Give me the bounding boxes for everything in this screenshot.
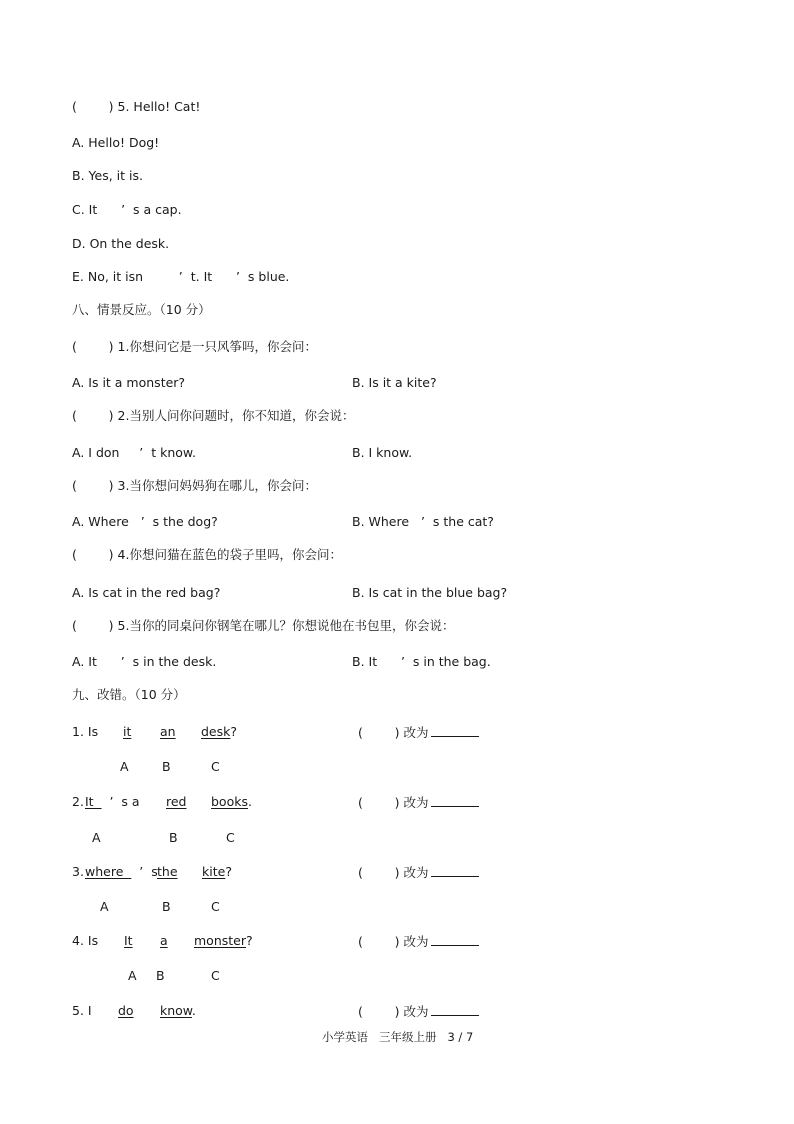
s9-item3-part-b: the bbox=[157, 864, 178, 879]
s9-item5-part-a: do bbox=[118, 1003, 134, 1018]
s9-item4-label-a: A bbox=[128, 968, 137, 983]
s8-q5-option-a: A. It ’ s in the desk. bbox=[72, 654, 217, 669]
s9-item3-part-a: where bbox=[85, 864, 132, 879]
q5-option-c: C. It ’ s a cap. bbox=[72, 202, 182, 217]
s9-item2-first bbox=[85, 794, 140, 810]
s8-q3-option-a: A. Where ’ s the dog? bbox=[72, 514, 218, 529]
footer-grade: 三年级上册 bbox=[378, 1030, 437, 1044]
s8-q3-option-b: B. Where ’ s the cat? bbox=[352, 514, 494, 529]
s8-q4-option-b: B. Is cat in the blue bag? bbox=[352, 585, 508, 600]
s9-item1-part-b: an bbox=[160, 724, 176, 739]
s9-item2-paren: ( ) 改为 bbox=[358, 795, 429, 810]
s9-item3-answer bbox=[358, 864, 479, 881]
s9-item3-part-c: kite bbox=[202, 864, 226, 879]
q5-stem: ( ) 5. Hello! Cat! bbox=[72, 99, 201, 114]
s9-item2-label-a: A bbox=[92, 830, 101, 845]
s9-item4-num: 4. Is bbox=[72, 933, 99, 948]
s9-item5-blank[interactable] bbox=[431, 1003, 479, 1016]
s8-q1-stem: ( ) 1.你想问它是一只风筝吗，你会问： bbox=[72, 339, 317, 354]
s9-item4-label-c: C bbox=[211, 968, 220, 983]
q5-option-e: E. No, it isn ’ t. It ’ s blue. bbox=[72, 269, 290, 284]
section9-heading: 九、改错。（10 分） bbox=[72, 687, 186, 702]
s9-item3-first bbox=[85, 864, 158, 880]
s9-item4-part-b: a bbox=[160, 933, 168, 948]
s9-item2-part-a: It bbox=[85, 794, 102, 809]
s9-item3-num: 3. bbox=[72, 864, 84, 879]
s9-item2-label-c: C bbox=[226, 830, 235, 845]
s9-item3-label-c: C bbox=[211, 899, 220, 914]
section8-heading: 八、情景反应。（10 分） bbox=[72, 302, 211, 317]
s9-item2-blank[interactable] bbox=[431, 794, 479, 807]
s8-q2-option-b: B. I know. bbox=[352, 445, 413, 460]
s9-item5-answer bbox=[358, 1003, 479, 1020]
s9-item2-label-b: B bbox=[169, 830, 178, 845]
s9-item2-answer bbox=[358, 794, 479, 811]
s9-item1-num: 1. Is bbox=[72, 724, 99, 739]
s9-item3-label-a: A bbox=[100, 899, 109, 914]
s9-item4-tail: ? bbox=[246, 933, 253, 948]
s9-item1-part-c: desk bbox=[201, 724, 231, 739]
s9-item4-part-c: monster bbox=[194, 933, 246, 948]
s9-item2-part-b: red bbox=[166, 794, 187, 809]
s8-q1-option-b: B. Is it a kite? bbox=[352, 375, 437, 390]
s9-item3-label-b: B bbox=[162, 899, 171, 914]
s9-item5-part-b: know bbox=[160, 1003, 192, 1018]
q5-option-b: B. Yes, it is. bbox=[72, 168, 143, 183]
q5-option-d: D. On the desk. bbox=[72, 236, 170, 251]
s9-item5-tail-wrap bbox=[160, 1003, 196, 1019]
s9-item4-tail-wrap bbox=[194, 933, 253, 949]
s9-item2-tail: . bbox=[247, 794, 252, 809]
s9-item1-label-a: A bbox=[120, 759, 129, 774]
s9-item5-tail: . bbox=[191, 1003, 196, 1018]
s8-q4-option-a: A. Is cat in the red bag? bbox=[72, 585, 221, 600]
s8-q5-stem: ( ) 5.当你的同桌问你钢笔在哪儿？你想说他在书包里，你会说： bbox=[72, 618, 455, 633]
s9-item3-tail: ? bbox=[225, 864, 232, 879]
s9-item1-blank[interactable] bbox=[431, 724, 479, 737]
s8-q5-option-b: B. It ’ s in the bag. bbox=[352, 654, 491, 669]
s9-item1-paren: ( ) 改为 bbox=[358, 725, 429, 740]
s9-item1-answer bbox=[358, 724, 479, 741]
s9-item2-num: 2. bbox=[72, 794, 84, 809]
s8-q3-stem: ( ) 3.当你想问妈妈狗在哪儿，你会问： bbox=[72, 478, 317, 493]
s9-item1-part-a: it bbox=[123, 724, 132, 739]
s9-item3-tail-wrap bbox=[202, 864, 232, 880]
s9-item4-answer bbox=[358, 933, 479, 950]
footer-page-number: 3 / 7 bbox=[447, 1030, 474, 1044]
s9-item4-part-a: It bbox=[124, 933, 133, 948]
q5-option-a: A. Hello! Dog! bbox=[72, 135, 160, 150]
s9-item2-tail-wrap bbox=[211, 794, 252, 810]
s9-item3-paren: ( ) 改为 bbox=[358, 865, 429, 880]
s9-item3-blank[interactable] bbox=[431, 864, 479, 877]
page-footer bbox=[322, 1029, 473, 1045]
footer-subject: 小学英语 bbox=[322, 1030, 368, 1044]
s9-item2-mid: ’ s a bbox=[101, 794, 140, 809]
s9-item3-mid: ’ s bbox=[131, 864, 158, 879]
s9-item1-label-c: C bbox=[211, 759, 220, 774]
s9-item4-label-b: B bbox=[156, 968, 165, 983]
s9-item1-tail-wrap bbox=[201, 724, 237, 740]
s9-item1-tail: ? bbox=[230, 724, 238, 739]
s9-item2-part-c: books bbox=[211, 794, 248, 809]
s9-item5-num: 5. I bbox=[72, 1003, 92, 1018]
s8-q4-stem: ( ) 4.你想问猫在蓝色的袋子里吗，你会问： bbox=[72, 547, 342, 562]
s8-q2-stem: ( ) 2.当别人问你问题时，你不知道，你会说： bbox=[72, 408, 355, 423]
s9-item4-paren: ( ) 改为 bbox=[358, 934, 429, 949]
s9-item1-label-b: B bbox=[162, 759, 171, 774]
s8-q1-option-a: A. Is it a monster? bbox=[72, 375, 186, 390]
s8-q2-option-a: A. I don ’ t know. bbox=[72, 445, 196, 460]
s9-item4-blank[interactable] bbox=[431, 933, 479, 946]
s9-item5-paren: ( ) 改为 bbox=[358, 1004, 429, 1019]
